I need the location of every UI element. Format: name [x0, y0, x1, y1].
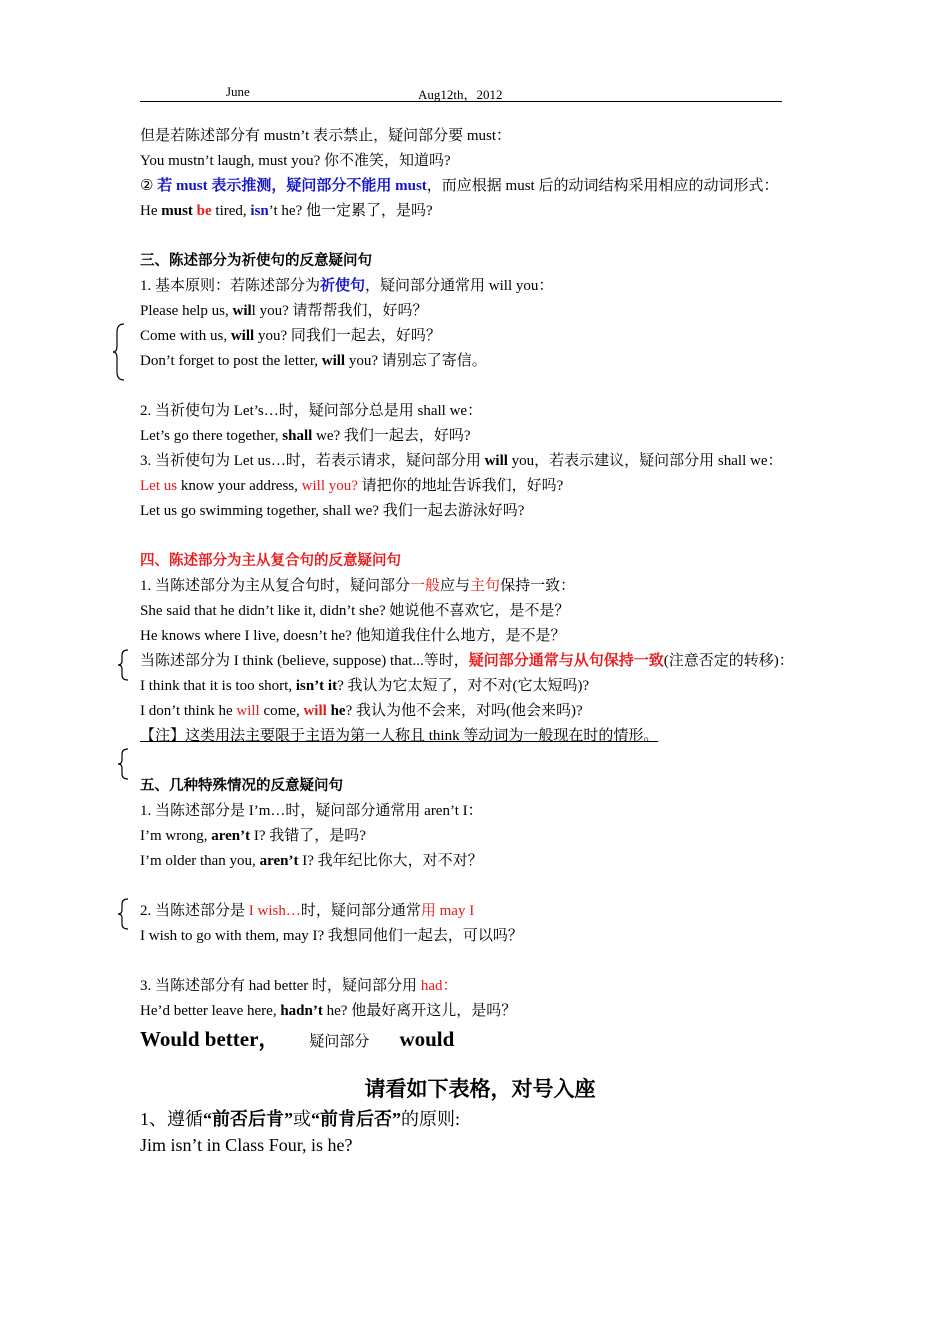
text-span: I wish…	[248, 903, 301, 919]
text-span: 祈使句	[320, 278, 366, 294]
text-span: had：	[420, 978, 458, 994]
text-line: 2. 当祈使句为 Let’s…时，疑问部分总是用 shall we：	[140, 403, 483, 419]
text-span: 1、遵循	[140, 1109, 203, 1129]
text-span: will	[321, 353, 346, 369]
text-span: I? 我错了，是吗?	[250, 828, 366, 844]
text-span: 疑问部分通常与从句保持一致	[468, 653, 664, 669]
text-span: will	[230, 328, 255, 344]
text-span: 应与	[440, 578, 471, 594]
text-span: 1. 基本原则：若陈述部分为	[140, 278, 321, 294]
text-line: Let us go swimming together, shall we? 我们一起去游泳好吗?	[140, 503, 525, 519]
text-span: wil	[232, 303, 252, 319]
text-span: 1. 当陈述部分为主从复合句时，疑问部分	[140, 578, 411, 594]
text-span: know your address,	[177, 478, 302, 494]
text-span: isn’t it	[295, 678, 338, 694]
text-line: She said that he didn’t like it, didn’t she? 她说他不喜欢它，是不是？	[140, 603, 570, 619]
text-line	[140, 324, 820, 349]
text-line	[140, 649, 820, 674]
text-span: 时，疑问部分通常	[300, 903, 421, 919]
text-span: I’m wrong,	[140, 828, 212, 844]
text-line	[140, 349, 820, 374]
table-title: 请看如下表格，对号入座	[364, 1077, 596, 1101]
text-span: isn	[250, 203, 269, 219]
text-span: will	[303, 703, 327, 719]
text-span: 疑问部分	[309, 1032, 370, 1050]
note-line: 【注】这类用法主要限于主语为第一人称且 think 等动词为一般现在时的情形。	[140, 728, 659, 744]
text-span: 保持一致：	[500, 578, 576, 594]
text-span: Please help us,	[140, 303, 233, 319]
text-line: 但是若陈述部分有 mustn’t 表示禁止，疑问部分要 must：	[140, 128, 511, 144]
brace-icon	[116, 897, 130, 931]
text-span: ? 我认为他不会来，对吗(他会来吗)?	[345, 703, 583, 719]
brace-icon	[112, 322, 126, 382]
text-span: he	[326, 703, 346, 719]
text-span: 当陈述部分为 I think (believe, suppose) that...等时，	[140, 653, 469, 669]
text-span: (注意否定的转移)：	[663, 653, 794, 669]
text-span: 2. 当陈述部分是	[140, 903, 249, 919]
text-line	[140, 274, 820, 299]
circled-number: ②	[140, 178, 158, 194]
text-line	[140, 1106, 820, 1132]
text-span: must	[161, 203, 193, 219]
header-rule	[140, 101, 782, 102]
text-span: aren’t	[211, 828, 251, 844]
text-span: He	[140, 203, 162, 219]
text-span: Let’s go there together,	[140, 428, 283, 444]
text-span: will you?	[301, 478, 358, 494]
text-span: shall	[282, 428, 313, 444]
text-span: be	[192, 203, 212, 219]
brace-icon	[116, 747, 130, 781]
text-line	[140, 174, 820, 199]
text-span: ? 我认为它太短了，对不对(它太短吗)?	[337, 678, 590, 694]
text-span: 3. 当祈使句为 Let us…时，若表示请求，疑问部分用	[140, 453, 485, 469]
header-month: June	[226, 84, 250, 99]
text-line	[140, 699, 820, 724]
document-body	[140, 124, 820, 1158]
section-heading: 四、陈述部分为主从复合句的反意疑问句	[140, 553, 401, 569]
text-span: Don’t forget to post the letter,	[140, 353, 322, 369]
text-span: 一般	[410, 578, 441, 594]
text-span: tired,	[211, 203, 251, 219]
text-line	[140, 999, 820, 1024]
text-span: ，疑问部分通常用 will you：	[365, 278, 554, 294]
emphasis-text: 若 must 表示推测，疑问部分不能用 must	[157, 178, 427, 194]
text-span: you? 请别忘了寄信。	[345, 353, 487, 369]
text-line	[140, 474, 820, 499]
text-span: Would better，	[140, 1027, 280, 1051]
text-span: we? 我们一起去，好吗?	[312, 428, 471, 444]
text-line: You mustn’t laugh, must you? 你不准笑，知道吗?	[140, 153, 451, 169]
text-line	[140, 824, 820, 849]
would-better-line	[140, 1024, 820, 1054]
text-span: would	[399, 1027, 455, 1051]
text-line	[140, 449, 820, 474]
text-span: will	[484, 453, 508, 469]
text-span: you，若表示建议，疑问部分用 shall we：	[507, 453, 783, 469]
text-span: ’t he? 他一定累了，是吗?	[268, 203, 433, 219]
brace-icon	[116, 648, 130, 682]
text-span: I don’t think he	[140, 703, 237, 719]
text-line	[140, 674, 820, 699]
text-line: I wish to go with them, may I? 我想同他们一起去，可以吗？	[140, 928, 523, 944]
text-span: come,	[259, 703, 304, 719]
text-line: 1. 当陈述部分是 I’m…时，疑问部分通常用 aren’t I：	[140, 803, 483, 819]
section-heading: 三、陈述部分为祈使句的反意疑问句	[140, 253, 372, 269]
text-span: Let us	[140, 478, 178, 494]
text-span: I think that it is too short,	[140, 678, 296, 694]
text-line: He knows where I live, doesn’t he? 他知道我住什么地方，是不是？	[140, 628, 566, 644]
section-heading: 五、几种特殊情况的反意疑问句	[140, 778, 343, 794]
text-line	[140, 424, 820, 449]
text-span: 3. 当陈述部分有 had better 时，疑问部分用	[140, 978, 421, 994]
text-span: 主句	[470, 578, 501, 594]
text-line	[140, 199, 820, 224]
text-span: you? 同我们一起去，好吗？	[254, 328, 441, 344]
header-date: Aug12th，2012	[418, 87, 503, 102]
text-span: will	[236, 703, 260, 719]
text-line	[140, 849, 820, 874]
text-line	[140, 974, 820, 999]
text-span: hadn’t	[280, 1003, 323, 1019]
text-span: “前肯后否”	[311, 1109, 401, 1129]
text-span: Come with us,	[140, 328, 231, 344]
text-span: ，而应根据 must 后的动词结构采用相应的动词形式：	[426, 178, 779, 194]
text-span: he? 他最好离开这儿，是吗？	[322, 1003, 517, 1019]
text-span: I’m older than you,	[140, 853, 260, 869]
text-span: 或	[293, 1109, 311, 1129]
text-line: Jim isn’t in Class Four, is he?	[140, 1135, 353, 1155]
text-line	[140, 299, 820, 324]
text-span: aren’t	[259, 853, 299, 869]
text-span: 用 may I	[420, 903, 475, 919]
text-line	[140, 899, 820, 924]
text-span: l you? 请帮帮我们，好吗？	[251, 303, 428, 319]
text-span: He’d better leave here,	[140, 1003, 281, 1019]
text-span: 的原则:	[401, 1109, 461, 1129]
text-span: 请把你的地址告诉我们，好吗?	[357, 478, 564, 494]
text-span: I? 我年纪比你大，对不对？	[298, 853, 483, 869]
text-span: “前否后肯”	[203, 1109, 293, 1129]
text-line	[140, 574, 820, 599]
